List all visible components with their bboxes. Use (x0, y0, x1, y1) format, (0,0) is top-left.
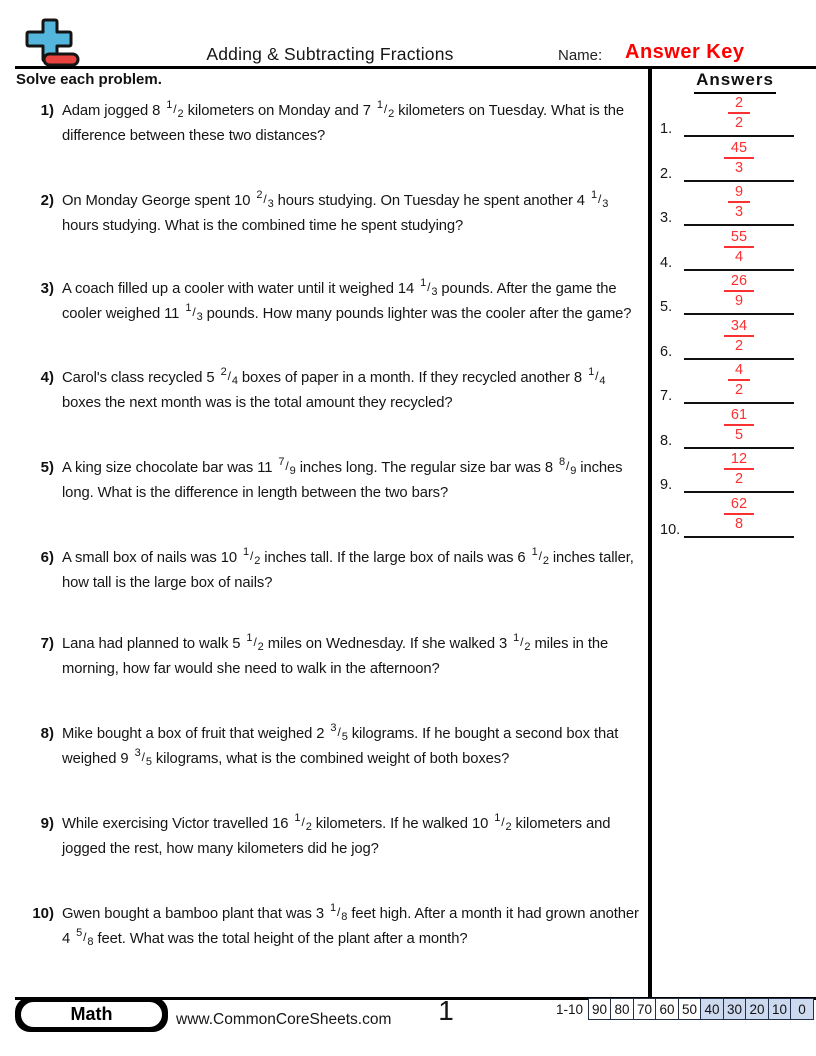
inline-fraction: $^1$/2 (166, 99, 184, 120)
answer-fraction: $\frac{55}{4}$ (724, 229, 754, 265)
problem-item (0, 812, 650, 861)
answer-key-text: Answer Key (625, 41, 745, 63)
answer-fraction: $\frac{62}{8}$ (724, 496, 754, 532)
problem-number: 2) (40, 192, 54, 209)
score-cell: 90 (588, 998, 612, 1020)
header-divider-line (15, 66, 816, 69)
answer-row (650, 138, 812, 182)
answer-value (684, 496, 794, 533)
inline-fraction: $^1$/4 (588, 366, 606, 387)
problem-item (0, 366, 650, 415)
page-number: 1 (438, 995, 454, 1026)
inline-fraction: $^3$/5 (134, 747, 152, 768)
problem-number: 3) (40, 280, 54, 297)
problem-text: Carol's class recycled 5 $^2$/4 boxes of paper in a month. If they recycled another 8 $^1$/4 boxes the next month was is the total amount they recycled? (62, 366, 606, 411)
worksheet-title: Adding & Subtracting Fractions (206, 44, 454, 64)
answer-value (684, 318, 794, 355)
answer-row (650, 405, 812, 449)
score-cell: 80 (610, 998, 634, 1020)
problem-item (0, 632, 650, 681)
inline-fraction: $^1$/3 (185, 302, 203, 323)
problem-number: 9) (40, 815, 54, 832)
inline-fraction: $^1$/2 (513, 632, 531, 653)
answer-blank-line (684, 402, 794, 404)
score-cell: 30 (723, 998, 747, 1020)
instruction-text: Solve each problem. (16, 71, 162, 88)
problem-number: 1) (40, 102, 54, 119)
answer-row (650, 360, 812, 404)
answer-row (650, 316, 812, 360)
problem-number: 7) (40, 635, 54, 652)
subject-badge (15, 997, 168, 1032)
inline-fraction: $^2$/3 (256, 189, 274, 210)
score-cell: 10 (768, 998, 792, 1020)
answer-row (650, 271, 812, 315)
subject-badge-label: Math (20, 1001, 163, 1028)
inline-fraction: $^1$/3 (590, 189, 609, 210)
answer-value (684, 229, 794, 266)
inline-fraction: $^1$/2 (494, 812, 512, 833)
score-cell: 50 (678, 998, 702, 1020)
inline-fraction: $^2$/4 (220, 366, 238, 387)
problem-item (0, 189, 650, 238)
website-text: www.CommonCoreSheets.com (176, 1011, 392, 1028)
answer-fraction: $\frac{2}{2}$ (728, 95, 750, 131)
answer-fraction: $\frac{26}{9}$ (724, 273, 754, 309)
answer-number: 7. (660, 388, 673, 404)
problem-text: A coach filled up a cooler with water until it weighed 14 $^1$/3 pounds. After the game the cooler weighed 11 $^1$/3 pounds. How many pounds lighter was the cooler after the game? (62, 277, 632, 323)
problem-number: 4) (40, 369, 54, 386)
answer-number: 3. (660, 210, 673, 226)
answer-value (684, 95, 794, 132)
problem-item (0, 99, 650, 148)
answer-fraction: $\frac{34}{2}$ (724, 318, 754, 354)
answer-blank-line (684, 313, 794, 315)
problem-number: 5) (40, 459, 54, 476)
answer-value (684, 451, 794, 488)
problem-text: Adam jogged 8 $^1$/2 kilometers on Monday and 7 $^1$/2 kilometers on Tuesday. What is the difference between these two distances? (62, 99, 624, 144)
problem-number: 6) (40, 549, 54, 566)
problem-item (0, 722, 650, 772)
answer-fraction: $\frac{12}{2}$ (724, 451, 754, 487)
problem-text: Mike bought a box of fruit that weighed 2 $^3$/5 kilograms. If he bought a second box that weighed 9 $^3$/5 kilograms, what is the combined weight of both boxes? (62, 722, 619, 768)
name-label: Name: (558, 47, 603, 64)
answer-row (650, 449, 812, 493)
problem-number: 8) (40, 725, 54, 742)
score-cell: 20 (745, 998, 769, 1020)
answer-number: 6. (660, 344, 673, 360)
answer-fraction: $\frac{4}{2}$ (728, 362, 750, 398)
answer-fraction: $\frac{61}{5}$ (724, 407, 754, 443)
answer-blank-line (684, 135, 794, 137)
problem-item (0, 546, 650, 595)
answer-blank-line (684, 224, 794, 226)
answer-number: 5. (660, 299, 673, 315)
problem-item (0, 277, 650, 327)
answer-number: 8. (660, 433, 673, 449)
answer-number: 9. (660, 477, 673, 493)
inline-fraction: $^7$/9 (278, 456, 296, 477)
answer-row (650, 182, 812, 226)
score-range-label: 1-10 (555, 1001, 583, 1017)
answer-blank-line (684, 536, 794, 538)
inline-fraction: $^8$/9 (558, 456, 577, 477)
problem-text: A king size chocolate bar was 11 $^7$/9 inches long. The regular size bar was 8 $^8$/9 inches long. What is the difference in length between the two bars? (62, 456, 623, 501)
problem-item (0, 456, 650, 505)
problem-text: While exercising Victor travelled 16 $^1$/2 kilometers. If he walked 10 $^1$/2 kilometers and jogged the rest, how many kilometers did he jog? (62, 812, 611, 857)
problem-text: Gwen bought a bamboo plant that was 3 $^1$/8 feet high. After a month it had grown another 4 $^5$/8 feet. What was the total height of the plant after a month? (62, 902, 639, 948)
problem-text: A small box of nails was 10 $^1$/2 inches tall. If the large box of nails was 6 $^1$/2 inches taller, how tall is the large box of nails? (62, 546, 634, 591)
score-cell: 70 (633, 998, 657, 1020)
inline-fraction: $^1$/2 (294, 812, 312, 833)
inline-fraction: $^1$/2 (246, 632, 264, 653)
inline-fraction: $^1$/2 (242, 546, 261, 567)
problem-text: Lana had planned to walk 5 $^1$/2 miles on Wednesday. If she walked 3 $^1$/2 miles in the morning, how far would she need to walk in the afternoon? (62, 632, 609, 677)
answer-row (650, 227, 812, 271)
answer-number: 2. (660, 166, 673, 182)
answer-fraction: $\frac{45}{3}$ (724, 140, 754, 176)
score-grid (556, 998, 814, 1020)
answer-number: 1. (660, 121, 673, 137)
answers-panel-title: Answers (656, 70, 814, 94)
answer-value (684, 273, 794, 310)
answer-value (684, 184, 794, 221)
answer-row (650, 93, 812, 137)
answer-row (650, 494, 812, 538)
problem-item (0, 902, 650, 952)
problem-number: 10) (32, 905, 54, 922)
answer-number: 4. (660, 255, 673, 271)
inline-fraction: $^1$/2 (531, 546, 549, 567)
inline-fraction: $^3$/5 (330, 722, 348, 743)
answer-value (684, 407, 794, 444)
inline-fraction: $^1$/8 (330, 902, 348, 923)
score-cell: 60 (655, 998, 679, 1020)
answer-number: 10. (660, 522, 681, 538)
score-cell: 40 (700, 998, 724, 1020)
answer-value (684, 140, 794, 177)
inline-fraction: $^5$/8 (76, 927, 94, 948)
inline-fraction: $^1$/3 (420, 277, 438, 298)
problem-text: On Monday George spent 10 $^2$/3 hours studying. On Tuesday he spent another 4 $^1$/3 hours studying. What is the combined time he spent studying? (62, 189, 609, 234)
inline-fraction: $^1$/2 (376, 99, 395, 120)
answer-fraction: $\frac{9}{3}$ (728, 184, 750, 220)
answer-blank-line (684, 491, 794, 493)
score-cell: 0 (790, 998, 814, 1020)
answer-value (684, 362, 794, 399)
